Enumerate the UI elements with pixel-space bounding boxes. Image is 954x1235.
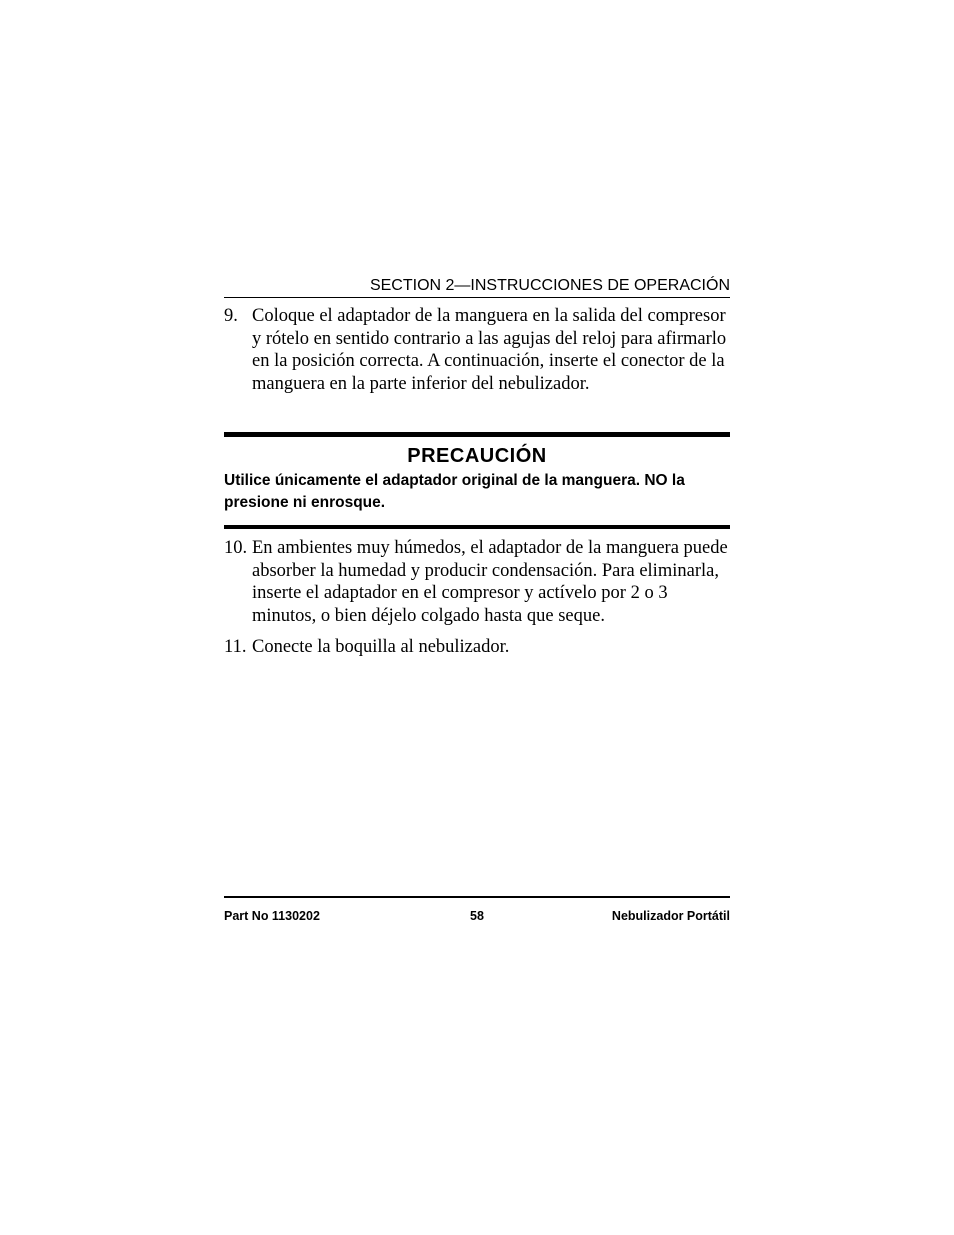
step-number: 11.: [224, 637, 247, 658]
product-name: Nebulizador Portátil: [611, 909, 730, 923]
step-text: Conecte la boquilla al nebulizador.: [252, 637, 510, 658]
page-footer: [224, 896, 730, 928]
caution-text: Utilice únicamente el adaptador original de la manguera. NO la presione ni enrosque.: [224, 472, 685, 511]
caution-title: PRECAUCIÓN: [407, 445, 547, 467]
step-list-after-caution: [224, 537, 730, 659]
step-list-before-caution: [224, 305, 730, 395]
step-text: Coloque el adaptador de la manguera en la salida del compresor y rótelo en sentido contrario a las agujas del reloj para afirmarlo en la posición correcta. A continuación, inserte el conector de la manguera en la parte inferior del nebulizador.: [252, 306, 727, 394]
step-item: [224, 305, 730, 395]
part-number: Part No 1130202: [224, 909, 320, 923]
step-item: [224, 537, 730, 627]
caution-box: [224, 432, 730, 529]
page-number: 58: [470, 909, 484, 923]
section-header: SECTION 2—INSTRUCCIONES DE OPERACIÓN: [224, 275, 730, 298]
step-number: 10.: [224, 538, 248, 558]
step-text: En ambientes muy húmedos, el adaptador de la manguera puede absorber la humedad y producir condensación. Para eliminarla, inserte el adaptador en el compresor y actívelo por 2 o 3 minutos, o bien déjelo colgado hasta que seque.: [252, 538, 728, 626]
step-number: 9.: [224, 306, 238, 326]
step-item: [224, 636, 730, 659]
